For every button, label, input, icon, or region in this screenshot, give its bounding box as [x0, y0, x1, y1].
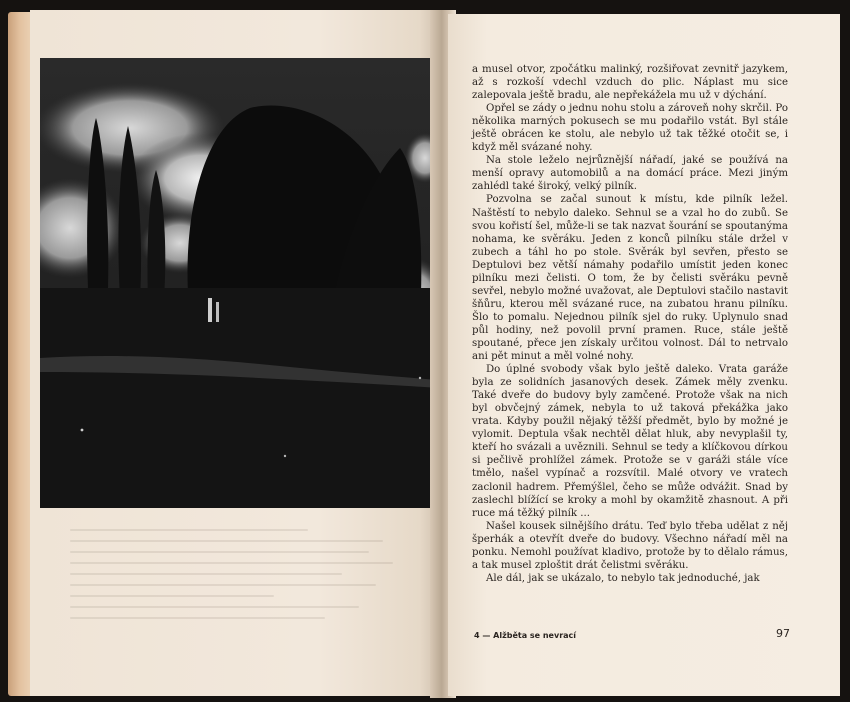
night-landscape-photo [40, 58, 438, 508]
paragraph: Do úplné svobody však bylo ještě daleko. Vrata garáže byla ze solidních jasanových desek. Zámek měly zvenku. Také dveře do budovy byly zamčené. Protože však na nich byl obvčejný zámek, nebyla to už taková překážka jako vrata. Kdyby použil nějaký těžší předmět, bylo by možné je vylomit. Deptula však nechtěl dělat hluk, aby nevyplašil ty, kteří ho svázali a uvěznili. Sehnul se tedy a klíčkovou dírkou si pečlivě prohlížel zámek. Protože se v garáži stále více tmělo, našel vypínač a rozsvítil. Malé otvory ve vratech zaclonil hadrem. Přemýšlel, čeho se může odvážit. Snad by zaslechl blížící se kroky a mohl by okamžitě zhasnout. A při ruce má těžký pilník ... [472, 364, 788, 519]
paragraph: Našel kousek silnějšího drátu. Teď bylo třeba udělat z něj šperhák a otevřít dveře do budovy. Všechno nářadí měl na ponku. Nemohl používat kladivo, protože by to dělalo rámus, a tak musel zploštit drát čelistmi svěráku. [472, 520, 788, 571]
show-through-text [70, 520, 410, 670]
signature-mark: 4 — Alžběta se nevrací [474, 631, 577, 640]
page-number: 97 [776, 627, 790, 640]
paragraph: Opřel se zády o jednu nohu stolu a zároveň nohy skrčil. Po několika marných pokusech se mu podařilo vstát. Byl stále ještě obrácen ke stolu, ale nebylo už tak těžké otočit se, i když měl svázané nohy. [472, 103, 788, 154]
photograph [40, 58, 438, 508]
body-text [472, 63, 788, 585]
paragraph: Pozvolna se začal sunout k místu, kde pilník ležel. Naštěstí to nebylo daleko. Sehnul se a vzal ho do zubů. Se svou kořistí šel, může-li se tak nazvat šourání se spoutanýma nohama, ke svěráku. Jeden z konců pilníku stále držel v zubech a táhl ho po stole. Svěrák byl sevřen, přesto se Deptulovi bez větší námahy podařilo umístit jeden konec pilníku mezi čelisti. O tom, že by čelisti svěráku pevně sevřel, nebylo možné uvažovat, ale Deptulovi stačilo nastavit šňůru, kterou měl svázané ruce, na zubatou hranu pilníku. Šlo to pomalu. Nejednou pilník sjel do ruky. Uplynulo snad půl hodiny, než povolil první pramen. Ruce, stále ještě spoutané, přece jen získaly určitou volnost. Dál to netrvalo ani pět minut a měl volné nohy. [472, 194, 788, 363]
paragraph: Na stole leželo nejrůznější nářadí, jaké se používá na menší opravy automobilů a na domácí práce. Mezi jiným zahlédl také široký, velký pilník. [472, 155, 788, 193]
paragraph: a musel otvor, zpočátku malinký, rozšiřovat zevnitř jazykem, až s rozkoší vdechl vzduch do plic. Náplast mu sice zalepovala ještě bradu, ale nepřekážela mu už v dýchání. [472, 64, 788, 102]
paragraph: Ale dál, jak se ukázalo, to nebylo tak jednoduché, jak [486, 572, 760, 584]
